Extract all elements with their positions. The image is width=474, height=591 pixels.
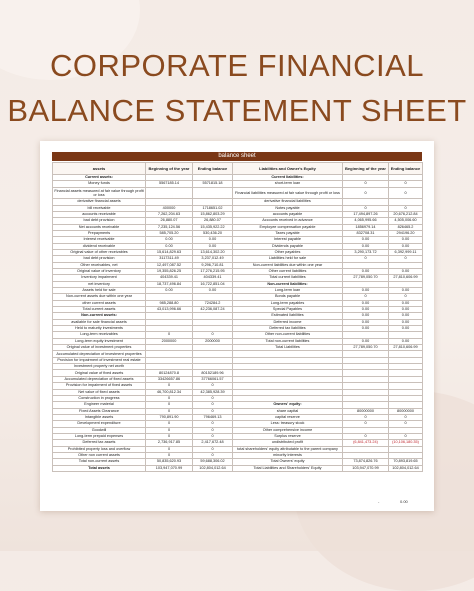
table-cell: 585,705.20 (146, 230, 193, 236)
header-cell: Ending balance (389, 163, 423, 175)
table-cell: 12,497,087.52 (146, 262, 193, 268)
table-cell: 20,676,212.84 (389, 211, 423, 217)
table-cell: 80000000 (389, 408, 423, 414)
table-cell: 0 (343, 187, 389, 199)
page-title-line-1: CORPORATE FINANCIAL (49, 48, 425, 83)
table-cell: 27,810,606.99 (389, 345, 423, 351)
table-cell: Net value of fixed assets (53, 389, 146, 395)
table-cell: 0 (389, 256, 423, 262)
table-cell: 0.00 (389, 288, 423, 294)
table-cell: available for sale financial assets (53, 319, 146, 325)
table-cell: 26,880.07 (146, 218, 193, 224)
sheet-title-bar: balance sheet (52, 152, 422, 161)
table-cell: Total Liabilities and Shareholders' Equity (233, 465, 343, 471)
table-cell: 4,505,006.60 (389, 218, 423, 224)
table-cell: Bonds payable (233, 294, 343, 300)
table-cell: 0 (389, 414, 423, 420)
spreadsheet-preview (40, 141, 434, 511)
table-cell: Long-term prepaid expenses (53, 433, 146, 439)
table-cell: bill receivable (53, 205, 146, 211)
table-cell: 0 (193, 408, 233, 414)
table-cell: 0 (193, 421, 233, 427)
table-cell: Deferred tax assets (53, 440, 146, 446)
table-cell: 17,276,215.95 (193, 268, 233, 274)
table-cell: 0.00 (389, 338, 423, 344)
table-cell: (10,106,180.35) (389, 440, 423, 446)
table-cell: Original value of fixed assets (53, 370, 146, 376)
header-cell: Ending balance (193, 163, 233, 175)
table-cell: 0.00 (343, 338, 389, 344)
table-cell: Fixed Assets Clearance (53, 408, 146, 414)
table-cell: 50,835,620.93 (146, 459, 193, 465)
table-cell: Inventory impairment (53, 275, 146, 281)
table-cell: 4,065,995.66 (343, 218, 389, 224)
table-cell: Development expenditure (53, 421, 146, 427)
table-cell: minority interests (233, 452, 343, 458)
table-cell: 0 (193, 452, 233, 458)
table-cell: Deferred tax liabilities (233, 326, 343, 332)
table-cell: 59,688,306.02 (193, 459, 233, 465)
table-cell: 0.00 (343, 268, 389, 274)
table-cell: 42,385,928.39 (193, 389, 233, 395)
table-cell: bad debt provision (53, 218, 146, 224)
table-cell: 0.00 (389, 243, 423, 249)
table-cell: 0 (193, 395, 233, 401)
footer-dash: - (378, 499, 380, 504)
table-cell: 0 (146, 402, 193, 408)
table-cell: 46,700,812.34 (146, 389, 193, 395)
table-cell: Liabilities held for sale (233, 256, 343, 262)
table-cell: 832708.31 (343, 230, 389, 236)
table-cell: Financial liabilities measured at fair value through profit or loss (233, 187, 343, 199)
table-cell: Long-term payables (233, 300, 343, 306)
table-cell: 0.00 (389, 319, 423, 325)
table-cell: Other comprehensive income (233, 427, 343, 433)
table-cell: Assets held for sale (53, 288, 146, 294)
table-cell: 15,435,922.22 (193, 224, 233, 230)
table-cell: Original value of inventory (53, 268, 146, 274)
table-cell: 3117311.49 (146, 256, 193, 262)
table-cell: Other current liabilities (233, 268, 343, 274)
table-cell: Surplus reserve (233, 433, 343, 439)
table-cell: undistributed profit (233, 440, 343, 446)
table-cell: 27,789,050.70 (343, 345, 389, 351)
table-cell: Prohibited property loss and overflow (53, 446, 146, 452)
table-cell: 73,874,826.76 (343, 459, 389, 465)
header-cell: Beginning of the year (343, 163, 389, 175)
table-cell: 27,810,606.99 (389, 275, 423, 281)
table-cell: 0.00 (389, 326, 423, 332)
table-cell: 0.00 (343, 243, 389, 249)
table-cell: 2,736,917.85 (146, 440, 193, 446)
table-cell: net inventory (53, 281, 146, 287)
table-cell: accounts receivable (53, 211, 146, 217)
table-cell: other current assets (53, 300, 146, 306)
table-cell: Long-term equity investment (53, 338, 146, 344)
table-cell: share capital (233, 408, 343, 414)
table-body (53, 175, 423, 472)
table-cell: Interest receivable (53, 237, 146, 243)
table-cell: Estimated liabilities (233, 313, 343, 319)
table-cell: dividend receivable (53, 243, 146, 249)
table-cell: 42,236,087.24 (193, 307, 233, 313)
table-cell: Investment property net worth (53, 364, 146, 370)
table-cell: 3,237,012.49 (193, 256, 233, 262)
table-cell: Held to maturity investments (53, 326, 146, 332)
table-cell: Total assets (53, 465, 146, 471)
table-cell: 5571815.18 (193, 181, 233, 187)
table-cell: bad debt provision (53, 256, 146, 262)
table-cell: 0.00 (146, 243, 193, 249)
table-cell: 13,614,302.20 (193, 249, 233, 255)
table-cell: Current liabilities: (233, 175, 343, 181)
table-cell: 826465.2 (389, 224, 423, 230)
table-cell: 0 (193, 332, 233, 338)
table-cell: Non-current liabilities: (233, 281, 343, 287)
table-cell: (6,841,473.24) (343, 440, 389, 446)
table-cell: 17,494,897.26 (343, 211, 389, 217)
table-cell: Non-current liabilities due within one year (233, 262, 343, 268)
table-cell: 0.00 (193, 237, 233, 243)
table-cell: Long-term loan (233, 288, 343, 294)
table-cell: 0.00 (343, 319, 389, 325)
table-cell: 3,290,173.72 (343, 249, 389, 255)
table-cell: Total non-current assets (53, 459, 146, 465)
table-cell: 0.00 (343, 307, 389, 313)
table-cell: Special Payables (233, 307, 343, 313)
table-cell: Deferred income (233, 319, 343, 325)
table-cell: total shareholders' equity attributable to the parent company (233, 446, 343, 452)
table-cell: 0.00 (193, 288, 233, 294)
table-cell: Interest payable (233, 237, 343, 243)
table-cell: 33426657.86 (146, 376, 193, 382)
table-cell: Other non-current liabilities (233, 332, 343, 338)
table-cell: 0 (193, 433, 233, 439)
table-cell: short-term loan (233, 181, 343, 187)
table-cell: 26,880.07 (193, 218, 233, 224)
table-cell: Long-term receivables (53, 332, 146, 338)
table-cell: 0 (146, 433, 193, 439)
table-cell: 15,614,829.63 (146, 249, 193, 255)
table-cell: 7,262,204.63 (146, 211, 193, 217)
table-cell (146, 187, 193, 199)
table-cell: 16,722,851.04 (193, 281, 233, 287)
table-cell: 0 (193, 402, 233, 408)
table-cell: 80000000 (343, 408, 389, 414)
table-cell: Total current liabilities (233, 275, 343, 281)
table-cell: 1856979.14 (343, 224, 389, 230)
table-cell: 0 (389, 294, 423, 300)
table-cell: Accumulated depreciation of fixed assets (53, 376, 146, 382)
table-cell: Goodwill (53, 427, 146, 433)
table-cell: 0 (193, 383, 233, 389)
table-cell: 0 (389, 205, 423, 211)
table-cell: Total non-current liabilities (233, 338, 343, 344)
table-cell: 37766061.57 (193, 376, 233, 382)
table-row (53, 187, 423, 199)
table-cell: 0 (146, 408, 193, 414)
table-cell: Money funds (53, 181, 146, 187)
table-cell: 724284.2 (193, 300, 233, 306)
table-cell: 80152189.96 (193, 370, 233, 376)
table-cell: 0 (343, 181, 389, 187)
table-cell: 103,947,070.99 (146, 465, 193, 471)
table-cell: 0 (146, 421, 193, 427)
table-cell: Current assets: (53, 175, 146, 181)
table-cell: 103,947,070.99 (343, 465, 389, 471)
table-cell: Non-current assets: (53, 313, 146, 319)
table-cell: Construction in progress (53, 395, 146, 401)
table-row (53, 465, 423, 471)
table-cell: 0.00 (343, 313, 389, 319)
table-cell: 0 (389, 187, 423, 199)
table-cell: 2,417,672.48 (193, 440, 233, 446)
table-cell: 5567185.14 (146, 181, 193, 187)
table-cell: 0.00 (389, 268, 423, 274)
table-cell: 0.00 (343, 300, 389, 306)
table-cell: Other non current assets (53, 452, 146, 458)
table-cell: 43,013,996.66 (146, 307, 193, 313)
table-cell: 0.00 (389, 237, 423, 243)
header-cell: Liabilities and Owner's Equity (233, 163, 343, 175)
table-cell: 102,804,012.64 (193, 465, 233, 471)
table-cell: Engineer material (53, 402, 146, 408)
table-cell: 0 (343, 205, 389, 211)
table-cell: 0.00 (389, 313, 423, 319)
table-cell: capital reserve (233, 414, 343, 420)
table-cell: 0 (146, 446, 193, 452)
table-cell: 0 (193, 446, 233, 452)
table-cell: Accumulated depreciation of investment properties (53, 351, 146, 357)
table-cell: 404339.41 (146, 275, 193, 281)
table-cell (193, 187, 233, 199)
table-cell: derivative financial assets (53, 199, 146, 205)
table-cell: Other receivables, net (53, 262, 146, 268)
table-cell: 530,436.20 (193, 230, 233, 236)
table-cell: 0 (343, 256, 389, 262)
table-cell: 985,288.80 (146, 300, 193, 306)
table-cell: 15,862,803.29 (193, 211, 233, 217)
table-cell: Original value of investment properties (53, 345, 146, 351)
table-cell: 0 (389, 433, 423, 439)
table-cell: 0 (146, 395, 193, 401)
table-cell: 0 (146, 427, 193, 433)
table-cell: 0 (193, 427, 233, 433)
table-cell: 0.00 (193, 243, 233, 249)
table-cell: 0.00 (146, 237, 193, 243)
table-cell: Employee compensation payable (233, 224, 343, 230)
page-title-line-2: BALANCE STATEMENT SHEET (7, 93, 467, 128)
balance-sheet-table (52, 162, 423, 472)
table-cell: 2000000 (146, 338, 193, 344)
table-cell: 400000 (146, 205, 193, 211)
table-cell: Accounts received in advance (233, 218, 343, 224)
table-cell: 0 (146, 332, 193, 338)
table-cell: Financial assets measured at fair value through profit or loss (54, 188, 144, 197)
table-cell: 19,355,826.25 (146, 268, 193, 274)
table-cell: Net accounts receivable (53, 224, 146, 230)
table-cell: Total Liabilities (233, 345, 343, 351)
table-cell: 0 (343, 421, 389, 427)
table-cell: 2000000 (193, 338, 233, 344)
table-cell: accounts payable (233, 211, 343, 217)
table-cell: Owners' equity: (233, 402, 343, 408)
table-cell: Provision for impairment of fixed assets (53, 383, 146, 389)
table-cell: 0.00 (343, 237, 389, 243)
table-cell: 1718651.02 (193, 205, 233, 211)
table-cell: 18,737,496.84 (146, 281, 193, 287)
table-cell: 0.00 (343, 288, 389, 294)
table-cell: Intangible assets (53, 414, 146, 420)
table-cell: 0.00 (389, 307, 423, 313)
table-cell: 0 (343, 433, 389, 439)
table-cell: Total Owners' equity (233, 459, 343, 465)
table-cell: 0 (389, 421, 423, 427)
table-cell: 294196.20 (389, 230, 423, 236)
table-cell: 0 (343, 414, 389, 420)
table-cell: derivative financial liabilities (233, 199, 343, 205)
table-cell: 6,392,999.11 (389, 249, 423, 255)
table-cell: 796469.13 (193, 414, 233, 420)
table-cell: 7,235,124.56 (146, 224, 193, 230)
table-cell: Taxes payable (233, 230, 343, 236)
table-cell: 0.00 (146, 288, 193, 294)
table-cell: Notes payable (233, 205, 343, 211)
footer-value: 0.00 (400, 499, 408, 504)
table-cell: 9,296,710.81 (193, 262, 233, 268)
table-cell: 102,804,012.64 (389, 465, 423, 471)
table-cell: 27,789,050.70 (343, 275, 389, 281)
table-cell: 0 (146, 452, 193, 458)
table-cell: Other payables (233, 249, 343, 255)
table-cell: 80124870.8 (146, 370, 193, 376)
table-cell: 70,893,819.65 (389, 459, 423, 465)
table-cell: Total current assets (53, 307, 146, 313)
table-cell: Original value of other receivables (53, 249, 146, 255)
header-cell: assets (53, 163, 146, 175)
table-cell: 0 (146, 383, 193, 389)
table-cell: Dividends payable (233, 243, 343, 249)
table-cell: 0.00 (343, 326, 389, 332)
table-cell: 790,891.90 (146, 414, 193, 420)
table-cell: 404339.41 (193, 275, 233, 281)
table-cell: 0 (343, 294, 389, 300)
header-cell: Beginning of the year (146, 163, 193, 175)
table-cell: 0 (389, 181, 423, 187)
table-cell: Prepayments (53, 230, 146, 236)
table-header-row (53, 163, 423, 175)
table-cell: 0.00 (389, 300, 423, 306)
table-cell: Less: treasury stock (233, 421, 343, 427)
table-cell: Provision for impairment of investment real estate (53, 357, 146, 363)
table-cell: Non-current assets due within one year (53, 294, 146, 300)
